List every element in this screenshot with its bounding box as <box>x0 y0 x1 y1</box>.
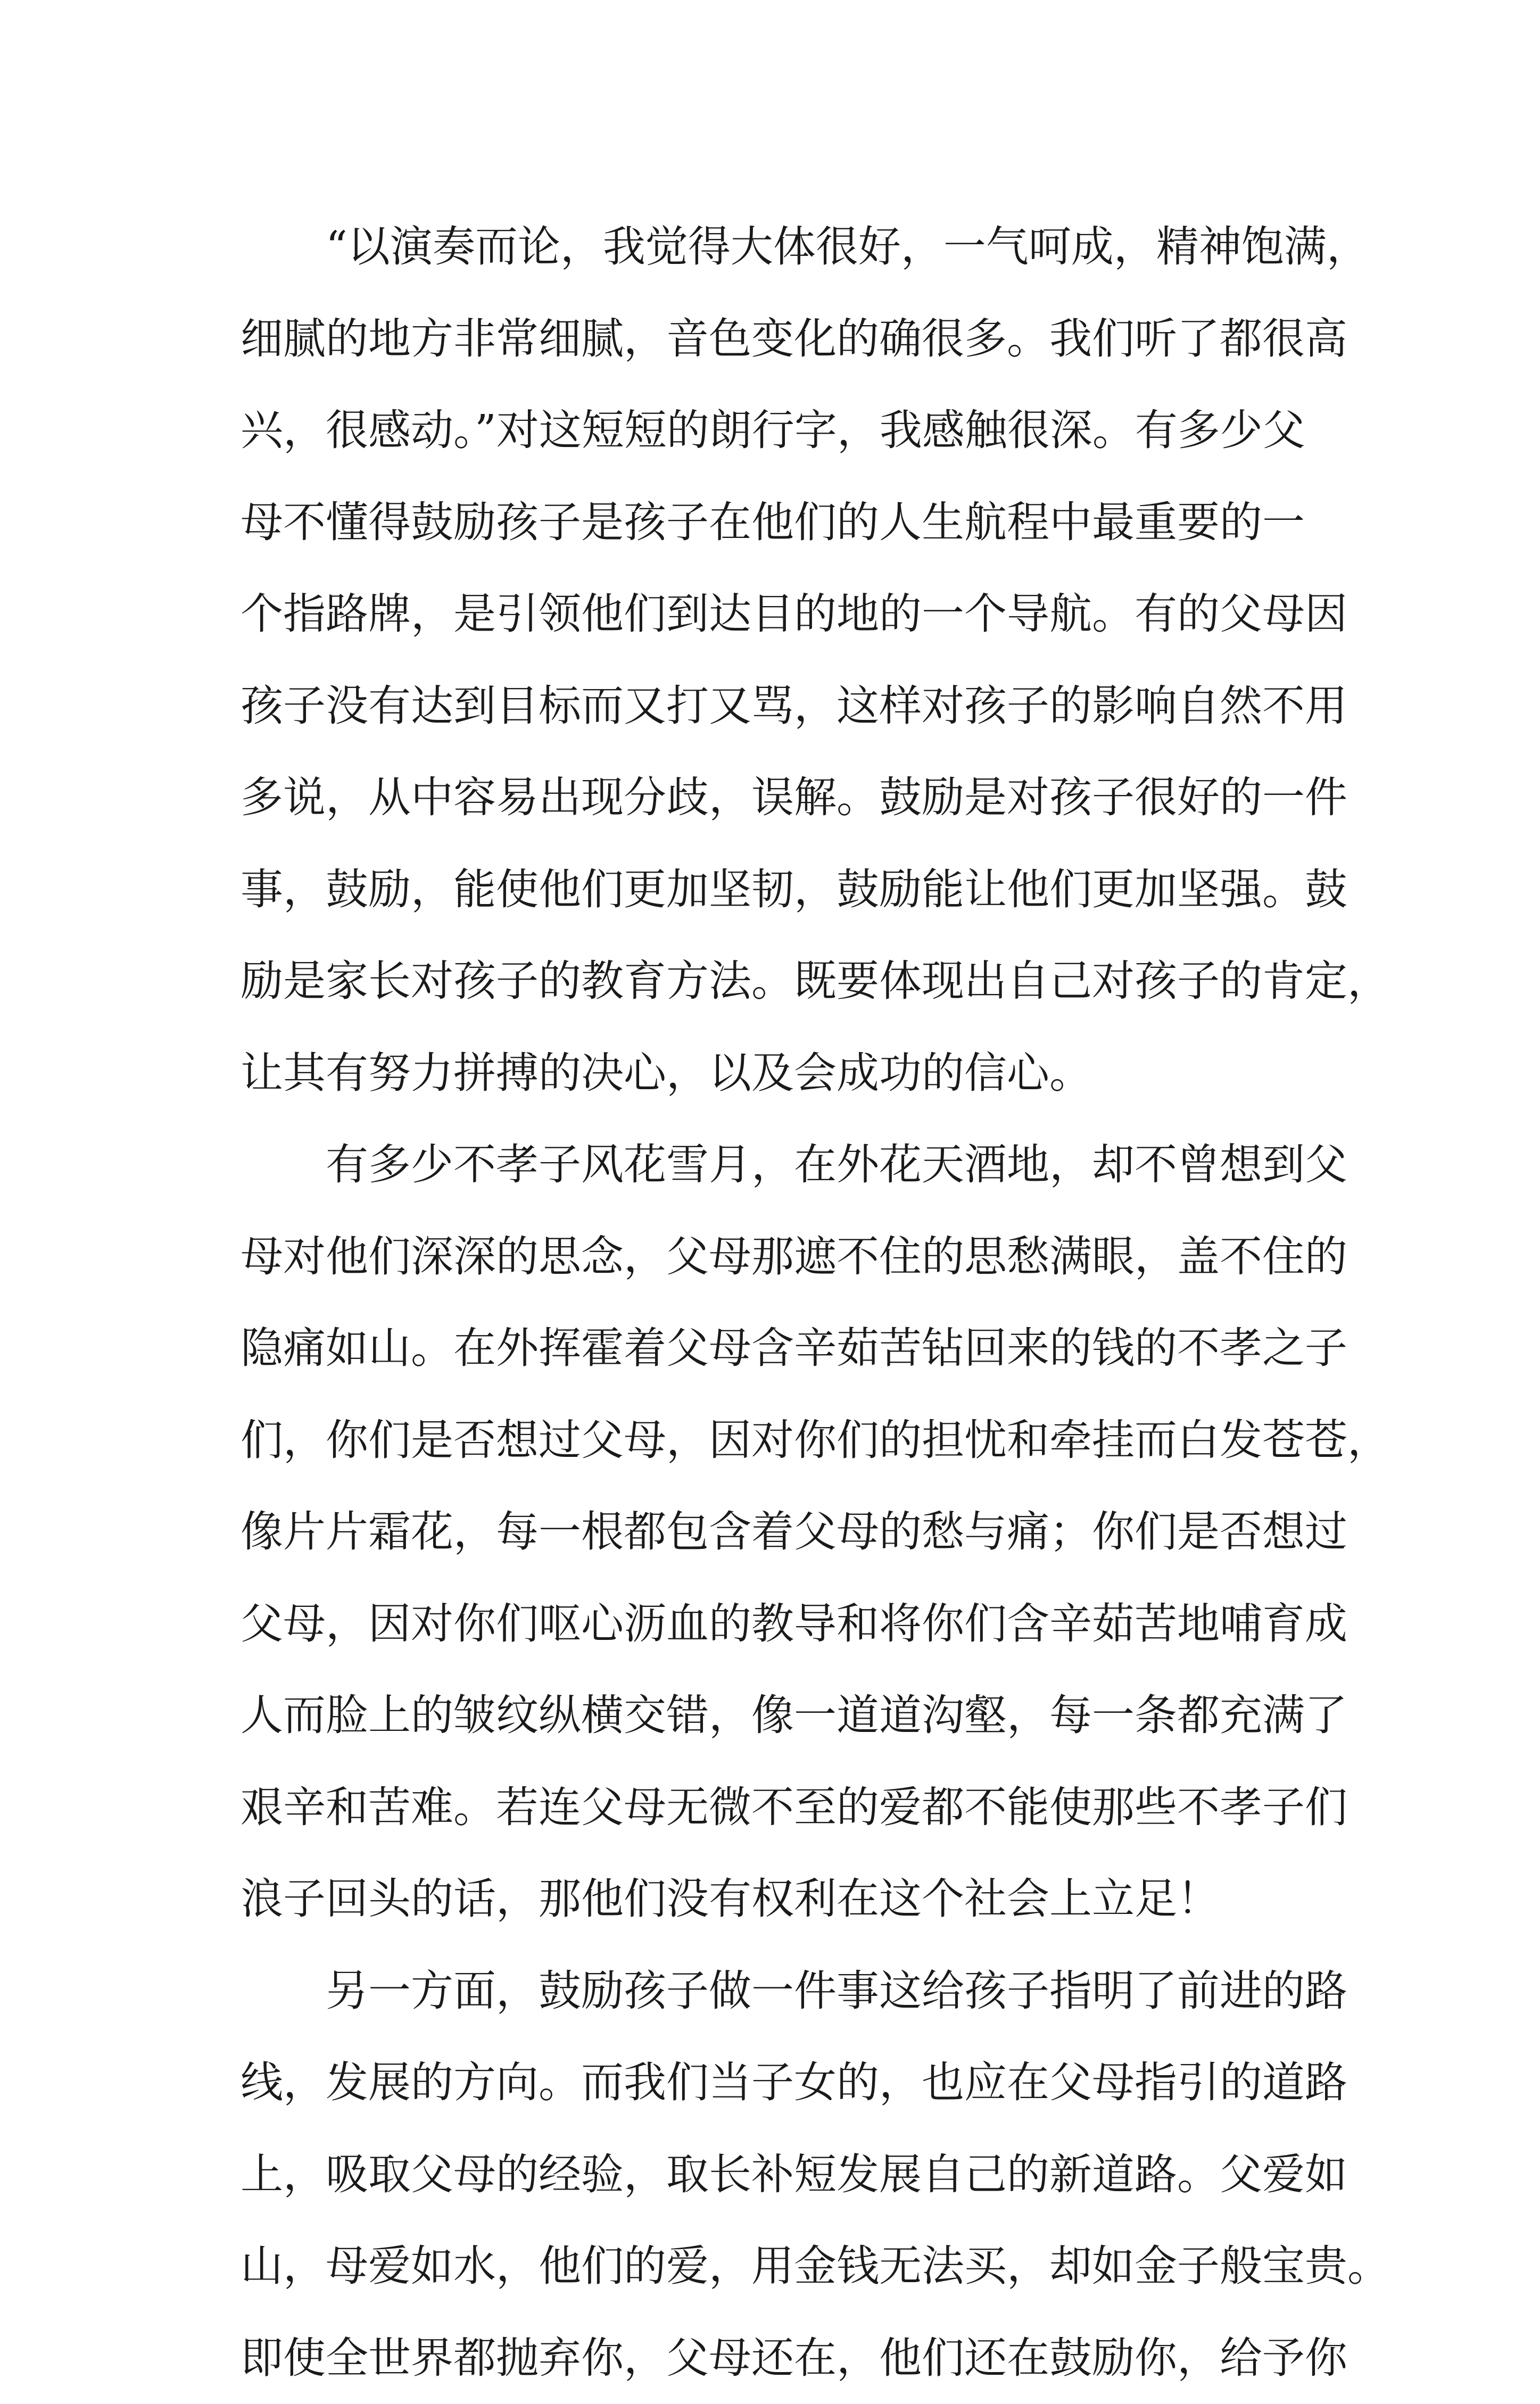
text-line: “以演奏而论，我觉得大体很好，一气呵成，精神饱满， <box>241 201 1305 293</box>
text-line: 人而脸上的皱纹纵横交错，像一道道沟壑，每一条都充满了 <box>241 1670 1305 1762</box>
text-line: 父母，因对你们呕心沥血的教导和将你们含辛茹苦地哺育成 <box>241 1578 1305 1670</box>
text-line: 多说，从中容易出现分歧，误解。鼓励是对孩子很好的一件 <box>241 752 1305 844</box>
text-line: 艰辛和苦难。若连父母无微不至的爱都不能使那些不孝子们 <box>241 1762 1305 1854</box>
text-line: 让其有努力拼搏的决心，以及会成功的信心。 <box>241 1027 1305 1120</box>
text-line: 有多少不孝子风花雪月，在外花天酒地，却不曾想到父 <box>241 1119 1305 1211</box>
text-line: 即使全世界都抛弃你，父母还在，他们还在鼓励你，给予你 <box>241 2312 1305 2404</box>
text-line: 山，母爱如水，他们的爱，用金钱无法买，却如金子般宝贵。 <box>241 2220 1305 2312</box>
text-line: 母对他们深深的思念，父母那遮不住的思愁满眼，盖不住的 <box>241 1211 1305 1303</box>
text-line: 浪子回头的话，那他们没有权利在这个社会上立足！ <box>241 1853 1305 1945</box>
text-line: 隐痛如山。在外挥霍着父母含辛茹苦钻回来的钱的不孝之子 <box>241 1303 1305 1395</box>
text-line: 线，发展的方向。而我们当子女的，也应在父母指引的道路 <box>241 2037 1305 2129</box>
body-text <box>241 201 1305 2404</box>
text-line: 像片片霜花，每一根都包含着父母的愁与痛；你们是否想过 <box>241 1486 1305 1578</box>
text-line: 事，鼓励，能使他们更加坚韧，鼓励能让他们更加坚强。鼓 <box>241 844 1305 936</box>
text-line: 兴，很感动。”对这短短的朗行字，我感触很深。有多少父 <box>241 385 1305 477</box>
text-line: 上，吸取父母的经验，取长补短发展自己的新道路。父爱如 <box>241 2129 1305 2221</box>
text-line: 励是家长对孩子的教育方法。既要体现出自己对孩子的肯定， <box>241 935 1305 1027</box>
text-line: 细腻的地方非常细腻，音色变化的确很多。我们听了都很高 <box>241 293 1305 385</box>
text-line: 母不懂得鼓励孩子是孩子在他们的人生航程中最重要的一 <box>241 477 1305 569</box>
text-line: 们，你们是否想过父母，因对你们的担忧和牵挂而白发苍苍， <box>241 1395 1305 1487</box>
text-line: 孩子没有达到目标而又打又骂，这样对孩子的影响自然不用 <box>241 660 1305 752</box>
text-line: 另一方面，鼓励孩子做一件事这给孩子指明了前进的路 <box>241 1945 1305 2037</box>
text-line: 个指路牌，是引领他们到达目的地的一个导航。有的父母因 <box>241 568 1305 660</box>
